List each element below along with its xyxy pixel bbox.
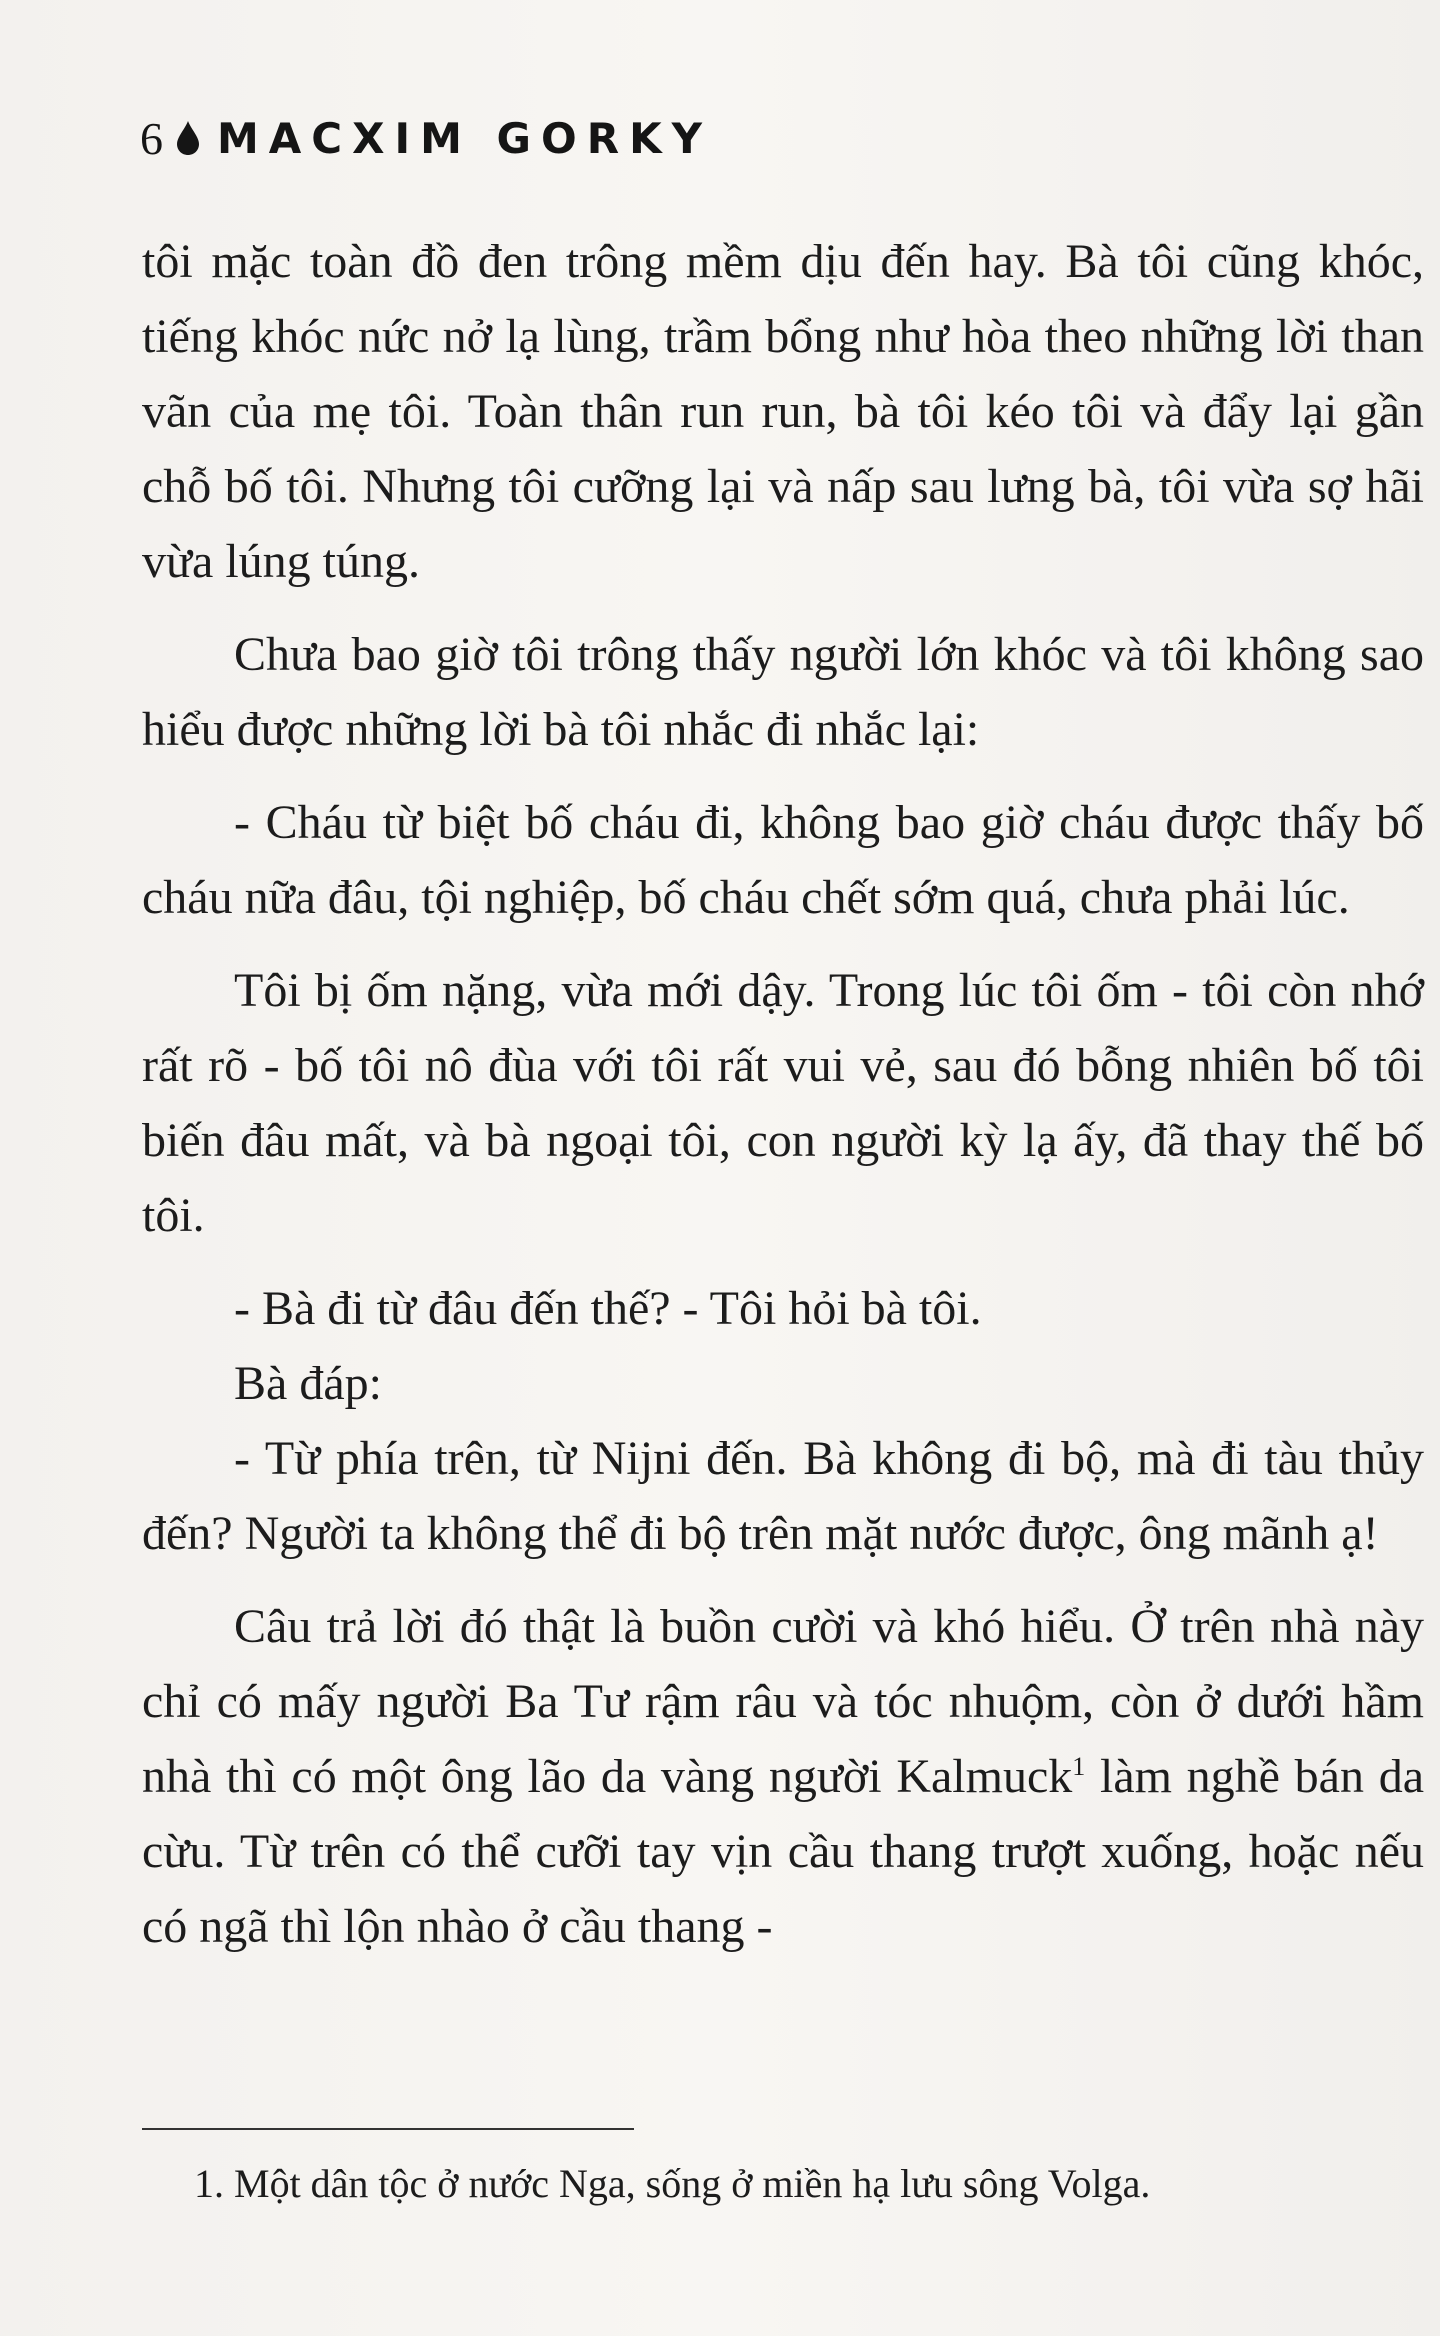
page-number: 6 [140, 112, 163, 164]
dialogue-paragraph: - Cháu từ biệt bố cháu đi, không bao giờ cháu được thấy bố cháu nữa đâu, tội nghiệp, bố cháu chết sớm quá, chưa phải lúc. [142, 796, 1424, 924]
footnote-marker: 1 [1072, 1752, 1086, 1781]
paragraph-text-continued: làm nghề bán da cừu. Từ trên có thể cưỡi tay vịn cầu thang trượt xuống, hoặc nếu có ngã thì lộn nhào ở cầu thang - [142, 1750, 1425, 1953]
paragraph-text: Câu trả lời đó thật là buồn cười và khó hiểu. Ở trên nhà này chỉ có mấy người Ba Tư rậm râu và tóc nhuộm, còn ở dưới hầm nhà thì có một ông lão da vàng người Kalmuck [142, 1600, 1424, 1803]
dialogue-paragraph: - Bà đi từ đâu đến thế? - Tôi hỏi bà tôi. [234, 1282, 982, 1335]
footnote-divider [142, 2128, 634, 2130]
running-head-author: MACXIM GORKY [217, 113, 713, 163]
paragraph: tôi mặc toàn đồ đen trông mềm dịu đến hay. Bà tôi cũng khóc, tiếng khóc nức nở lạ lùng, trầm bổng như hòa theo những lời than vãn của mẹ tôi. Toàn thân run run, bà tôi kéo tôi và đẩy lại gần chỗ bố tôi. Nhưng tôi cưỡng lại và nấp sau lưng bà, tôi vừa sợ hãi vừa lúng túng. [142, 235, 1424, 588]
body-text [142, 224, 1424, 1964]
paragraph: Tôi bị ốm nặng, vừa mới dậy. Trong lúc tôi ốm - tôi còn nhớ rất rõ - bố tôi nô đùa với tôi rất vui vẻ, sau đó bỗng nhiên bố tôi biến đâu mất, và bà ngoại tôi, con người kỳ lạ ấy, đã thay thế bố tôi. [142, 964, 1424, 1242]
dialogue-paragraph: - Từ phía trên, từ Nijni đến. Bà không đi bộ, mà đi tàu thủy đến? Người ta không thể đi bộ trên mặt nước được, ông mãnh ạ! [142, 1432, 1424, 1560]
drop-ornament-icon [177, 121, 199, 155]
footnote: 1. Một dân tộc ở nước Nga, sống ở miền hạ lưu sông Volga. [194, 2161, 1151, 2206]
running-head [140, 108, 712, 168]
paragraph: Bà đáp: [234, 1357, 382, 1410]
paragraph: Chưa bao giờ tôi trông thấy người lớn khóc và tôi không sao hiểu được những lời bà tôi nhắc đi nhắc lại: [142, 628, 1424, 756]
paragraph [142, 1589, 1424, 1964]
